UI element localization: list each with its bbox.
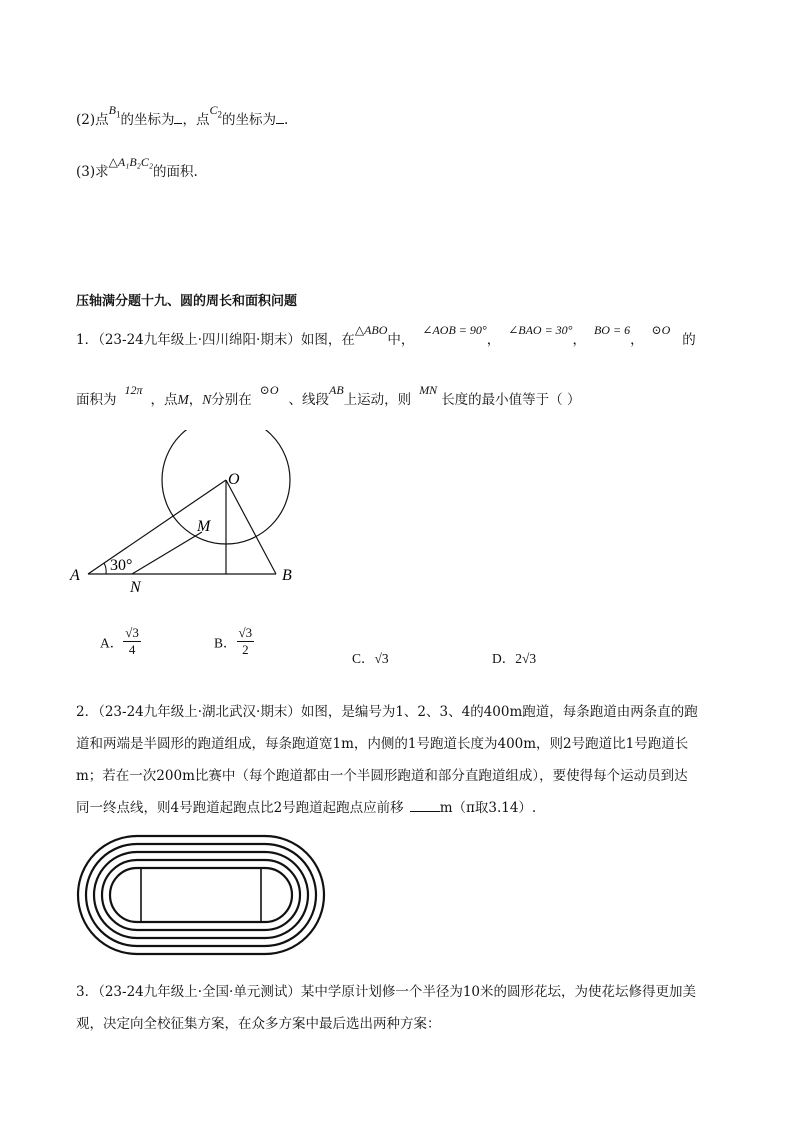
option-b[interactable]: B． $\frac{√3}{2}$ bbox=[214, 625, 253, 657]
option-c[interactable]: C．√3 bbox=[352, 651, 389, 666]
section-heading: 压轴满分题十九、圆的周长和面积问题 bbox=[76, 294, 298, 309]
running-track-figure bbox=[72, 830, 330, 960]
bo-length: BO = 6 bbox=[593, 323, 631, 337]
track-lane-outer bbox=[78, 836, 324, 954]
answer-blank[interactable] bbox=[410, 799, 440, 812]
track-infield bbox=[110, 868, 292, 922]
label-n: N bbox=[130, 579, 141, 596]
q3-line1: 3．（23-24九年级上·全国·单元测试）某中学原计划修一个半径为10米的圆形花坛，为使花坛修得更加美 bbox=[76, 984, 697, 1000]
q1-geometry-figure bbox=[60, 430, 320, 600]
label-a: A bbox=[70, 567, 80, 584]
answer-blank[interactable] bbox=[276, 111, 284, 124]
q1-line1: 1．（23-24九年级上·四川绵阳·期末）如图，在△ABO中，∠AOB = 90°，∠BAO = 30°，BO = 6，⊙O的 bbox=[76, 323, 696, 348]
segment-ab: AB bbox=[329, 383, 344, 397]
label-o: O bbox=[228, 471, 240, 488]
label-angle: 30° bbox=[110, 557, 133, 574]
q2-line1: 2．（23-24九年级上·湖北武汉·期末）如图，是编号为1、2、3、4的400m跑道，每条跑道由两条直的跑 bbox=[76, 704, 698, 720]
angle-bao: ∠BAO = 30° bbox=[508, 323, 573, 337]
q3-line2: 观，决定向全校征集方案，在众多方案中最后选出两种方案： bbox=[76, 1016, 441, 1032]
label-m: M bbox=[197, 518, 211, 535]
q2-line2: 道和两端是半圆形的跑道组成，每条跑道宽1m，内侧的1号跑道长度为400m，则2号跑道比1号跑道长 bbox=[76, 736, 689, 752]
circle-o: ⊙O bbox=[259, 383, 279, 397]
c2-symbol: $C_2$ bbox=[209, 103, 222, 120]
segment-mn: MN bbox=[419, 383, 438, 397]
circle-o: ⊙O bbox=[651, 323, 671, 337]
angle-arc bbox=[104, 563, 106, 574]
segment-mn-line bbox=[132, 532, 202, 574]
b1-symbol: $B_1$ bbox=[108, 103, 121, 120]
option-a[interactable]: A． $\frac{√3}{4}$ bbox=[100, 625, 139, 657]
part2-label: (2)点 bbox=[76, 112, 109, 128]
label-b: B bbox=[282, 567, 292, 584]
q2-line3: m；若在一次200m比赛中（每个跑道都由一个半圆形跑道和部分直跑道组成），要使得每个运动员到达 bbox=[76, 768, 688, 784]
track-lane-1 bbox=[102, 860, 300, 930]
angle-aob: ∠AOB = 90° bbox=[422, 323, 487, 337]
area-value: 12π bbox=[124, 383, 143, 397]
triangle-symbol: △A₁B₂C₂ bbox=[108, 155, 154, 169]
q2-line4: 同一终点线，则4号跑道起跑点比2号跑道起跑点应前移 m（π取3.14）. bbox=[76, 800, 537, 816]
track-lane-2 bbox=[94, 852, 308, 938]
q-prev-part2: (2)点$B_1$的坐标为 ，点$C_2$的坐标为 . bbox=[76, 103, 289, 128]
q-prev-part3: (3)求△A₁B₂C₂的面积. bbox=[76, 155, 198, 180]
segment-ob-line bbox=[226, 480, 276, 574]
triangle-abo: △ABO bbox=[354, 323, 388, 337]
q1-line2: 面积为12π，点M，N分别在⊙O、线段AB上运动，则MN长度的最小值等于（ ） bbox=[76, 383, 581, 408]
option-d[interactable]: D．2√3 bbox=[492, 651, 537, 666]
